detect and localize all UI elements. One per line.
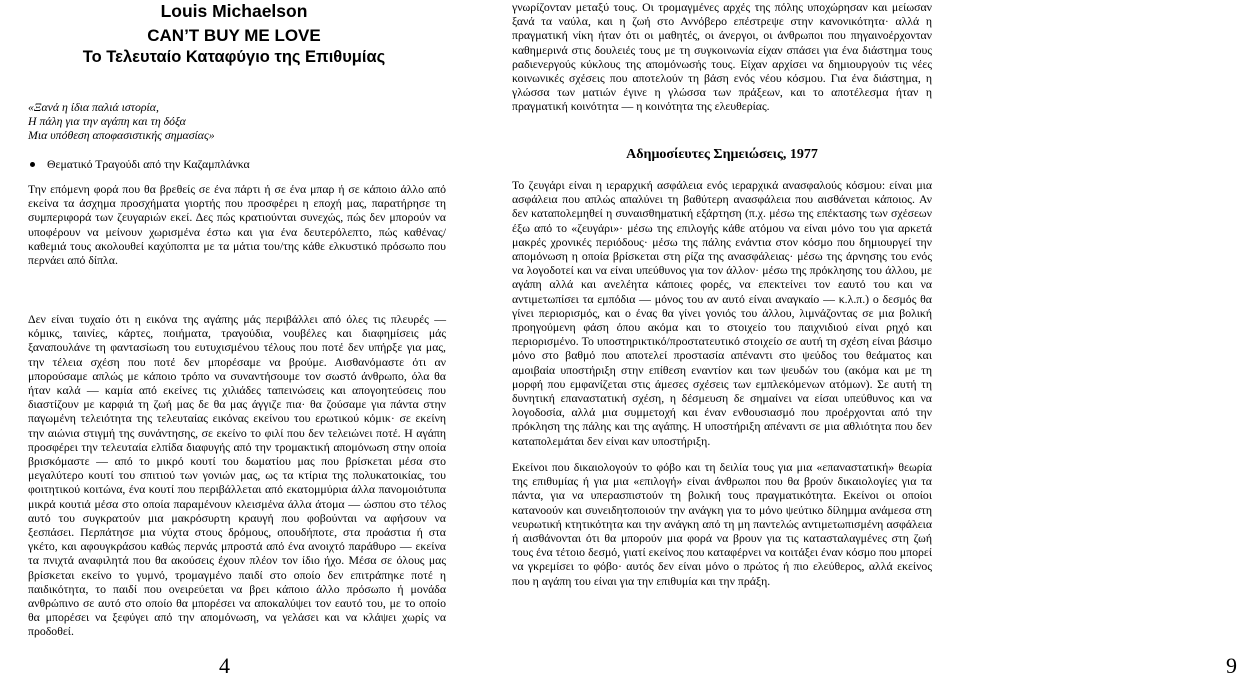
page-number: 4 bbox=[219, 653, 231, 678]
section-heading: Αδημοσίευτες Σημειώσεις, 1977 bbox=[626, 147, 818, 162]
body-paragraph: Εκείνοι που δικαιολογούν το φόβο και τη δειλία τους για μια «επαναστατική» θεωρία της επιθυμίας ή για μια «επιλογή» είναι άνθρωποι που θα βρούν δικαιολογίες για τα πάντα, για να υπερασπιστούν τη βολική τους πραγματικότητα. Εκείνοι οι οποίοι κατανοούν και συνειδητοποιούν την ανάγκη για το μόνο ψεύτικο δίλημμα ανάμεσα στη νευρωτική κτητικότητα και την ανάγκη από τη μη παντελώς αντιμετωπισμένη ασφάλεια ή αισθάνονται ότι θα μπορούν μια φορά να βρουν για τις κατασταλαγμένες στη ζωή τους ένα τέτοιο δεσμό, γιατί εκείνος που καταφέρνει να κοιτάξει έναν κόσμο που μπορεί να γκρεμίσει το φόβο· αυτός δεν είναι μόνο ο πρώτος ή πιο ελεύθερος, αλλά εκείνος που η αγάπη του είναι για την επιθυμία και την πράξη. bbox=[512, 460, 932, 588]
body-paragraph: Το ζευγάρι είναι η ιεραρχική ασφάλεια ενός ιεραρχικά ανασφαλούς κόσμου: είναι μια ασφάλεια που απλώς απαλύνει τη βαθύτερη ανασφάλεια που αισθάνεται κάποιος. Αν δεν καταπολεμηθεί η συναισθηματική εξάρτηση (π.χ. μέσω της επέκτασης των σχέσεων έξω από το «ζευγάρι»· μέσω της επιλογής κάθε ατόμου να είναι μόνο του για αρκετά μακρές χρονικές περιόδους· μέσω της πάλης ενάντια στον κόσμο που δημιουργεί την απομόνωση η οποία βρίσκεται στη ρίζα της ανασφάλειας· μέσω της άρνησης του ενός να λογοδοτεί και να είναι υπεύθυνος για τον άλλον· μέσω της πρόκλησης του άλλου, με αγάπη αλλά και ανελέητα κάποιες φορές, να επεκτείνει τον εαυτό του και να αντιμετωπίσει τα εμπόδια — μόνος του αν αυτό είναι αναγκαίο — κ.λ.π.) ο δεσμός θα γίνει περιορισμός, και ο ένας θα γίνει γονιός του άλλου, λιμνάζοντας σε μια βολική προηγούμενη φάση όπου ακόμα και το στοιχείο του παιχνιδιού είναι ρηχό και περιορισμένο. Το υποστηρικτικό/προστατευτικό στοιχείο σε αυτή τη σχέση είναι βάσιμο μόνο στο βαθμό που αποτελεί προστασία απέναντι στο ψεύδος του θεάματος και αμοιβαία υποστήριξη στην επίθεση εναντίον και των ψευδών του (ακόμα και με τη μορφή που εμφανίζεται στις άμεσες σχέσεις των εμπλεκόμενων ατόμων). Σε αυτή τη δυνητική επαναστατική σχέση, η δέσμευση δε σημαίνει να είσαι υπεύθυνος και να λογοδοσία, αλλά μια συμμετοχή και έναν ενθουσιασμό που προέρχονται από την πρόκληση της πάλης και της αγάπης. Η υποστήριξη απέναντι σε μια αθλιότητα που δεν καταπολεμάται δεν είναι καν υποστήριξη. bbox=[512, 178, 932, 448]
epigraph-source bbox=[30, 157, 450, 171]
right-page bbox=[480, 0, 1238, 680]
body-paragraph: γνωρίζονταν μεταξύ τους. Οι τρομαγμένες αρχές της πόλης υποχώρησαν και μείωσαν ξανά τα ναύλα, και η ζωή στο Αννόβερο επέστρεψε στην κανονικότητα· αλλά η πραγματική νίκη ήταν ότι οι μαθητές, οι άνεργοι, οι άνθρωποι που πηγαινοέρχονταν καθημερινά στις δουλειές τους με τη συγκοινωνία είχαν σπάσει για ένα διάστημα τους ραδιενεργούς κύκλους της απομόνωσής τους. Είχαν αρχίσει να δημιουργούν τις νέες κοινωνικές σχέσεις που αποτελούν τη βάση ενός νέου κόσμου. Για ένα διάστημα, η γλώσσα των ματιών έγινε η γλώσσα των πράξεων, και το αποτέλεσμα ήταν η πραγματική κοινότητα — η κοινότητα της ελευθερίας. bbox=[512, 0, 932, 114]
essay-title: CAN’T BUY ME LOVE bbox=[147, 26, 321, 45]
epigraph-source-text: Θεματικό Τραγούδι από την Καζαμπλάνκα bbox=[47, 157, 250, 171]
epigraph-line: Η πάλη για την αγάπη και τη δόξα bbox=[28, 114, 186, 128]
epigraph bbox=[28, 100, 448, 142]
body-paragraph: Δεν είναι τυχαίο ότι η εικόνα της αγάπης μάς περιβάλλει από όλες τις πλευρές — κόμικς, ταινίες, κάρτες, ποιήματα, τραγούδια, νουβέλες και διαφημίσεις μάς ξαναπουλάνε τη φαντασίωση του ευτυχισμένου τέλους που ποτέ δεν υπήρξε για μας, την τέλεια σχέση που ποτέ δεν μπορέσαμε να βρούμε. Αισθανόμαστε ότι αν μπορούσαμε απλώς με κάποιο τρόπο να συναντήσουμε τον σωστό άνθρωπο, όλα θα ήταν καλά — καμία από εκείνες τις χιλιάδες ταπεινώσεις και απογοητεύσεις που διαστίζουν με καρφιά τη ζωή μας δε θα μας άγγιζε πια· θα ζούσαμε για πάντα στην παγωμένη τελειότητα της τελευταίας εικόνας εκείνου του ερωτικού κόμικ· σε εκείνη την αιώνια στιγμή της συνάντησης, σε εκείνο το φιλί που δεν τελειώνει ποτέ. Η αγάπη προσφέρει την τελευταία ελπίδα διαφυγής από την τρομακτική απομόνωση στην οποία βρισκόμαστε — από το μικρό κουτί του δωματίου μας που βρίσκεται μέσα στο μεγαλύτερο κουτί του σπιτιού των γονιών μας, ως τα κτίρια της πολυκατοικίας, του φοιτητικού κοιτώνα, ένα κουτί που περιβάλλεται από εκατομμύρια άλλα πανομοιότυπα μικρά κουτιά μέσα στο οποία παραμένουν κλεισμένα άλλα άτομα — ώσπου στο τέλος αυτό του συγκρατούν μια μακρόσυρτη κραυγή που φοβούνται να αφήσουν να ξεσπάσει. Περπάτησε μια νύχτα στους δρόμους, οπουδήποτε, στα προάστια ή στα γκέτο, και αφουγκράσου καθώς περνάς μπροστά από ένα ανοιχτό παράθυρο — εκείνα τα πνιχτά αναφιλητά που θα ακούσεις έχουν πλέον τον ίδιο ήχο. Μέσα σε όλους μας βρίσκεται εκείνο το γυμνό, τρομαγμένο παιδί στο οποίο δεν επιτράπηκε ποτέ η παιδικότητα, το παιδί που ονειρεύεται να βρει κάποιο άλλο πρόσωπο ή μονάδα ανθρώπινο σε αυτό στο οποίο θα μπορέσει να αποκαλύψει τον εαυτό του, με το οποίο θα μπορέσει να ξεφύγει από την απομόνωση, να γελάσει και να κλάψει χωρίς να προδοθεί. bbox=[28, 312, 446, 639]
epigraph-line: «Ξανά η ίδια παλιά ιστορία, bbox=[28, 100, 159, 114]
body-paragraph: Την επόμενη φορά που θα βρεθείς σε ένα πάρτι ή σε ένα μπαρ ή σε κάποιο άλλο από εκείνα τα άσχημα προσχήματα γιορτής που προσφέρει η εποχή μας, παρατήρησε τη συμπεριφορά των ζευγαριών εκεί. Δες πώς κρατιούνται συνεχώς, πώς δεν μπορούν να υποφέρουν να μείνουν χωρισμένα έστω και για ένα δευτερόλεπτο, πώς καθένας/καθεμιά τους ακολουθεί καχύποπτα με τα μάτια του/της κάθε ελκυστικό πρόσωπο που περνάει από δίπλα. bbox=[28, 182, 446, 268]
essay-subtitle: Το Τελευταίο Καταφύγιο της Επιθυμίας bbox=[82, 48, 386, 66]
page-number: 9 bbox=[1226, 653, 1238, 678]
epigraph-line: Μια υπόθεση αποφασιστικής σημασίας» bbox=[28, 128, 215, 142]
bullet-icon bbox=[30, 162, 35, 167]
left-page bbox=[0, 0, 480, 680]
author-name: Louis Michaelson bbox=[160, 1, 308, 21]
